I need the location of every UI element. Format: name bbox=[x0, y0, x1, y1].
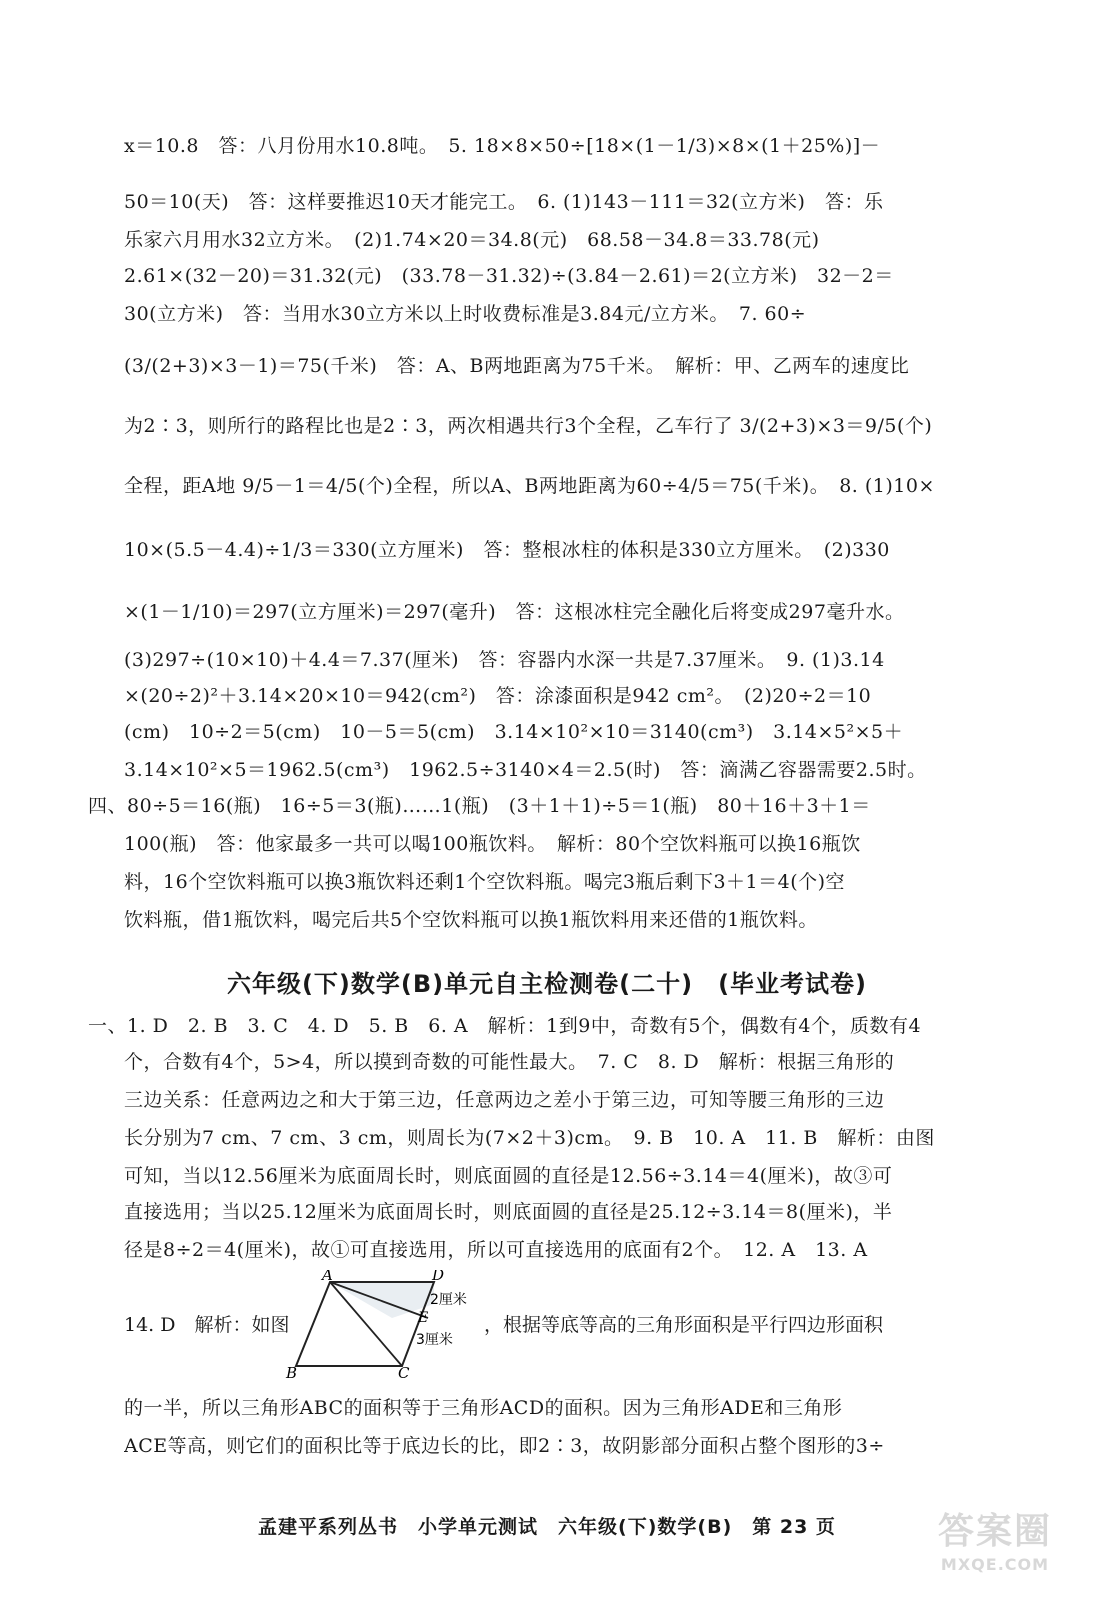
watermark-logo bbox=[910, 1510, 1080, 1586]
text-line: 四、80÷5＝16(瓶) 16÷5＝3(瓶)……1(瓶) (3＋1＋1)÷5＝1(瓶) 80＋16＋3＋1＝ bbox=[88, 795, 871, 817]
page-footer: 孟建平系列丛书 小学单元测试 六年级(下)数学(B) 第 23 页 bbox=[258, 1516, 836, 1538]
text-line: (cm) 10÷2＝5(cm) 10－5＝5(cm) 3.14×10²×10＝3140(cm³) 3.14×5²×5＋ bbox=[124, 721, 904, 743]
label-3cm: 3厘米 bbox=[416, 1332, 453, 1348]
text-line: 长分别为7 cm、7 cm、3 cm，则周长为(7×2＋3)cm。 9. B 10. A 11. B 解析：由图 bbox=[124, 1127, 935, 1149]
figure-caption-right: ，根据等底等高的三角形面积是平行四边形面积 bbox=[484, 1314, 884, 1336]
text-line: 料，16个空饮料瓶可以换3瓶饮料还剩1个空饮料瓶。喝完3瓶后剩下3＋1＝4(个)空 bbox=[124, 871, 846, 893]
text-line: 一、1. D 2. B 3. C 4. D 5. B 6. A 解析：1到9中，奇数有5个，偶数有4个，质数有4 bbox=[88, 1015, 922, 1037]
parallelogram-figure bbox=[282, 1270, 482, 1380]
text-line: 个，合数有4个，5>4，所以摸到奇数的可能性最大。 7. C 8. D 解析：根据三角形的 bbox=[124, 1051, 895, 1073]
text-line: ×(20÷2)²＋3.14×20×10＝942(cm²) 答：涂漆面积是942 cm²。 (2)20÷2＝10 bbox=[124, 685, 872, 707]
label-b: B bbox=[286, 1364, 298, 1380]
label-e: E bbox=[418, 1310, 429, 1326]
text-line: 直接选用；当以25.12厘米为底面周长时，则底面圆的直径是25.12÷3.14＝8(厘米)，半 bbox=[124, 1201, 893, 1223]
text-line: ACE等高，则它们的面积比等于底边长的比，即2∶3，故阴影部分面积占整个图形的3÷ bbox=[124, 1435, 885, 1457]
text-line: 乐家六月用水32立方米。 (2)1.74×20＝34.8(元) 68.58－34.8＝33.78(元) bbox=[124, 229, 820, 251]
label-2cm: 2厘米 bbox=[430, 1292, 467, 1308]
text-line: 10×(5.5－4.4)÷1/3＝330(立方厘米) 答：整根冰柱的体积是330立方厘米。 (2)330 bbox=[124, 539, 890, 561]
text-line: 全程，距A地 9/5－1＝4/5(个)全程，所以A、B两地距离为60÷4/5＝75(千米)。 8. (1)10× bbox=[124, 475, 935, 497]
text-line: 饮料瓶，借1瓶饮料，喝完后共5个空饮料瓶可以换1瓶饮料用来还借的1瓶饮料。 bbox=[124, 909, 818, 931]
watermark-title: 答案圈 bbox=[937, 1511, 1052, 1552]
text-line: 三边关系：任意两边之和大于第三边，任意两边之差小于第三边，可知等腰三角形的三边 bbox=[124, 1089, 885, 1111]
text-line: 的一半，所以三角形ABC的面积等于三角形ACD的面积。因为三角形ADE和三角形 bbox=[124, 1397, 843, 1419]
figure-caption-left: 14. D 解析：如图 bbox=[124, 1314, 290, 1336]
label-d: D bbox=[432, 1270, 445, 1284]
text-line: 3.14×10²×5＝1962.5(cm³) 1962.5÷3140×4＝2.5(时) 答：滴满乙容器需要2.5时。 bbox=[124, 759, 927, 781]
text-line: 为2∶3，则所行的路程比也是2∶3，两次相遇共行3个全程，乙车行了 3/(2+3)×3＝9/5(个) bbox=[124, 415, 933, 437]
text-line: 50＝10(天) 答：这样要推迟10天才能完工。 6. (1)143－111＝32(立方米) 答：乐 bbox=[124, 191, 884, 213]
text-line: 100(瓶) 答：他家最多一共可以喝100瓶饮料。 解析：80个空饮料瓶可以换16瓶饮 bbox=[124, 833, 861, 855]
text-line: 30(立方米) 答：当用水30立方米以上时收费标准是3.84元/立方米。 7. 60÷ bbox=[124, 303, 807, 325]
text-line: 径是8÷2＝4(厘米)，故①可直接选用，所以可直接选用的底面有2个。 12. A 13. A bbox=[124, 1239, 868, 1261]
text-line: (3)297÷(10×10)＋4.4＝7.37(厘米) 答：容器内水深一共是7.37厘米。 9. (1)3.14 bbox=[124, 649, 885, 671]
text-line: 可知，当以12.56厘米为底面周长时，则底面圆的直径是12.56÷3.14＝4(厘米)，故③可 bbox=[124, 1165, 893, 1187]
text-line: x＝10.8 答：八月份用水10.8吨。 5. 18×8×50÷[18×(1－1/3)×8×(1＋25%)]－ bbox=[124, 135, 881, 157]
label-a: A bbox=[322, 1270, 333, 1284]
text-line: ×(1－1/10)＝297(立方厘米)＝297(毫升) 答：这根冰柱完全融化后将变成297毫升水。 bbox=[124, 601, 905, 623]
section-heading: 六年级(下)数学(B)单元自主检测卷(二十) (毕业考试卷) bbox=[226, 970, 868, 998]
label-c: C bbox=[398, 1364, 410, 1380]
text-line: (3/(2+3)×3－1)＝75(千米) 答：A、B两地距离为75千米。 解析：甲、乙两车的速度比 bbox=[124, 355, 910, 377]
watermark-url: MXQE.COM bbox=[940, 1555, 1050, 1574]
figure-row bbox=[124, 1270, 974, 1380]
text-line: 2.61×(32－20)＝31.32(元) (33.78－31.32)÷(3.84－2.61)＝2(立方米) 32－2＝ bbox=[124, 265, 894, 287]
